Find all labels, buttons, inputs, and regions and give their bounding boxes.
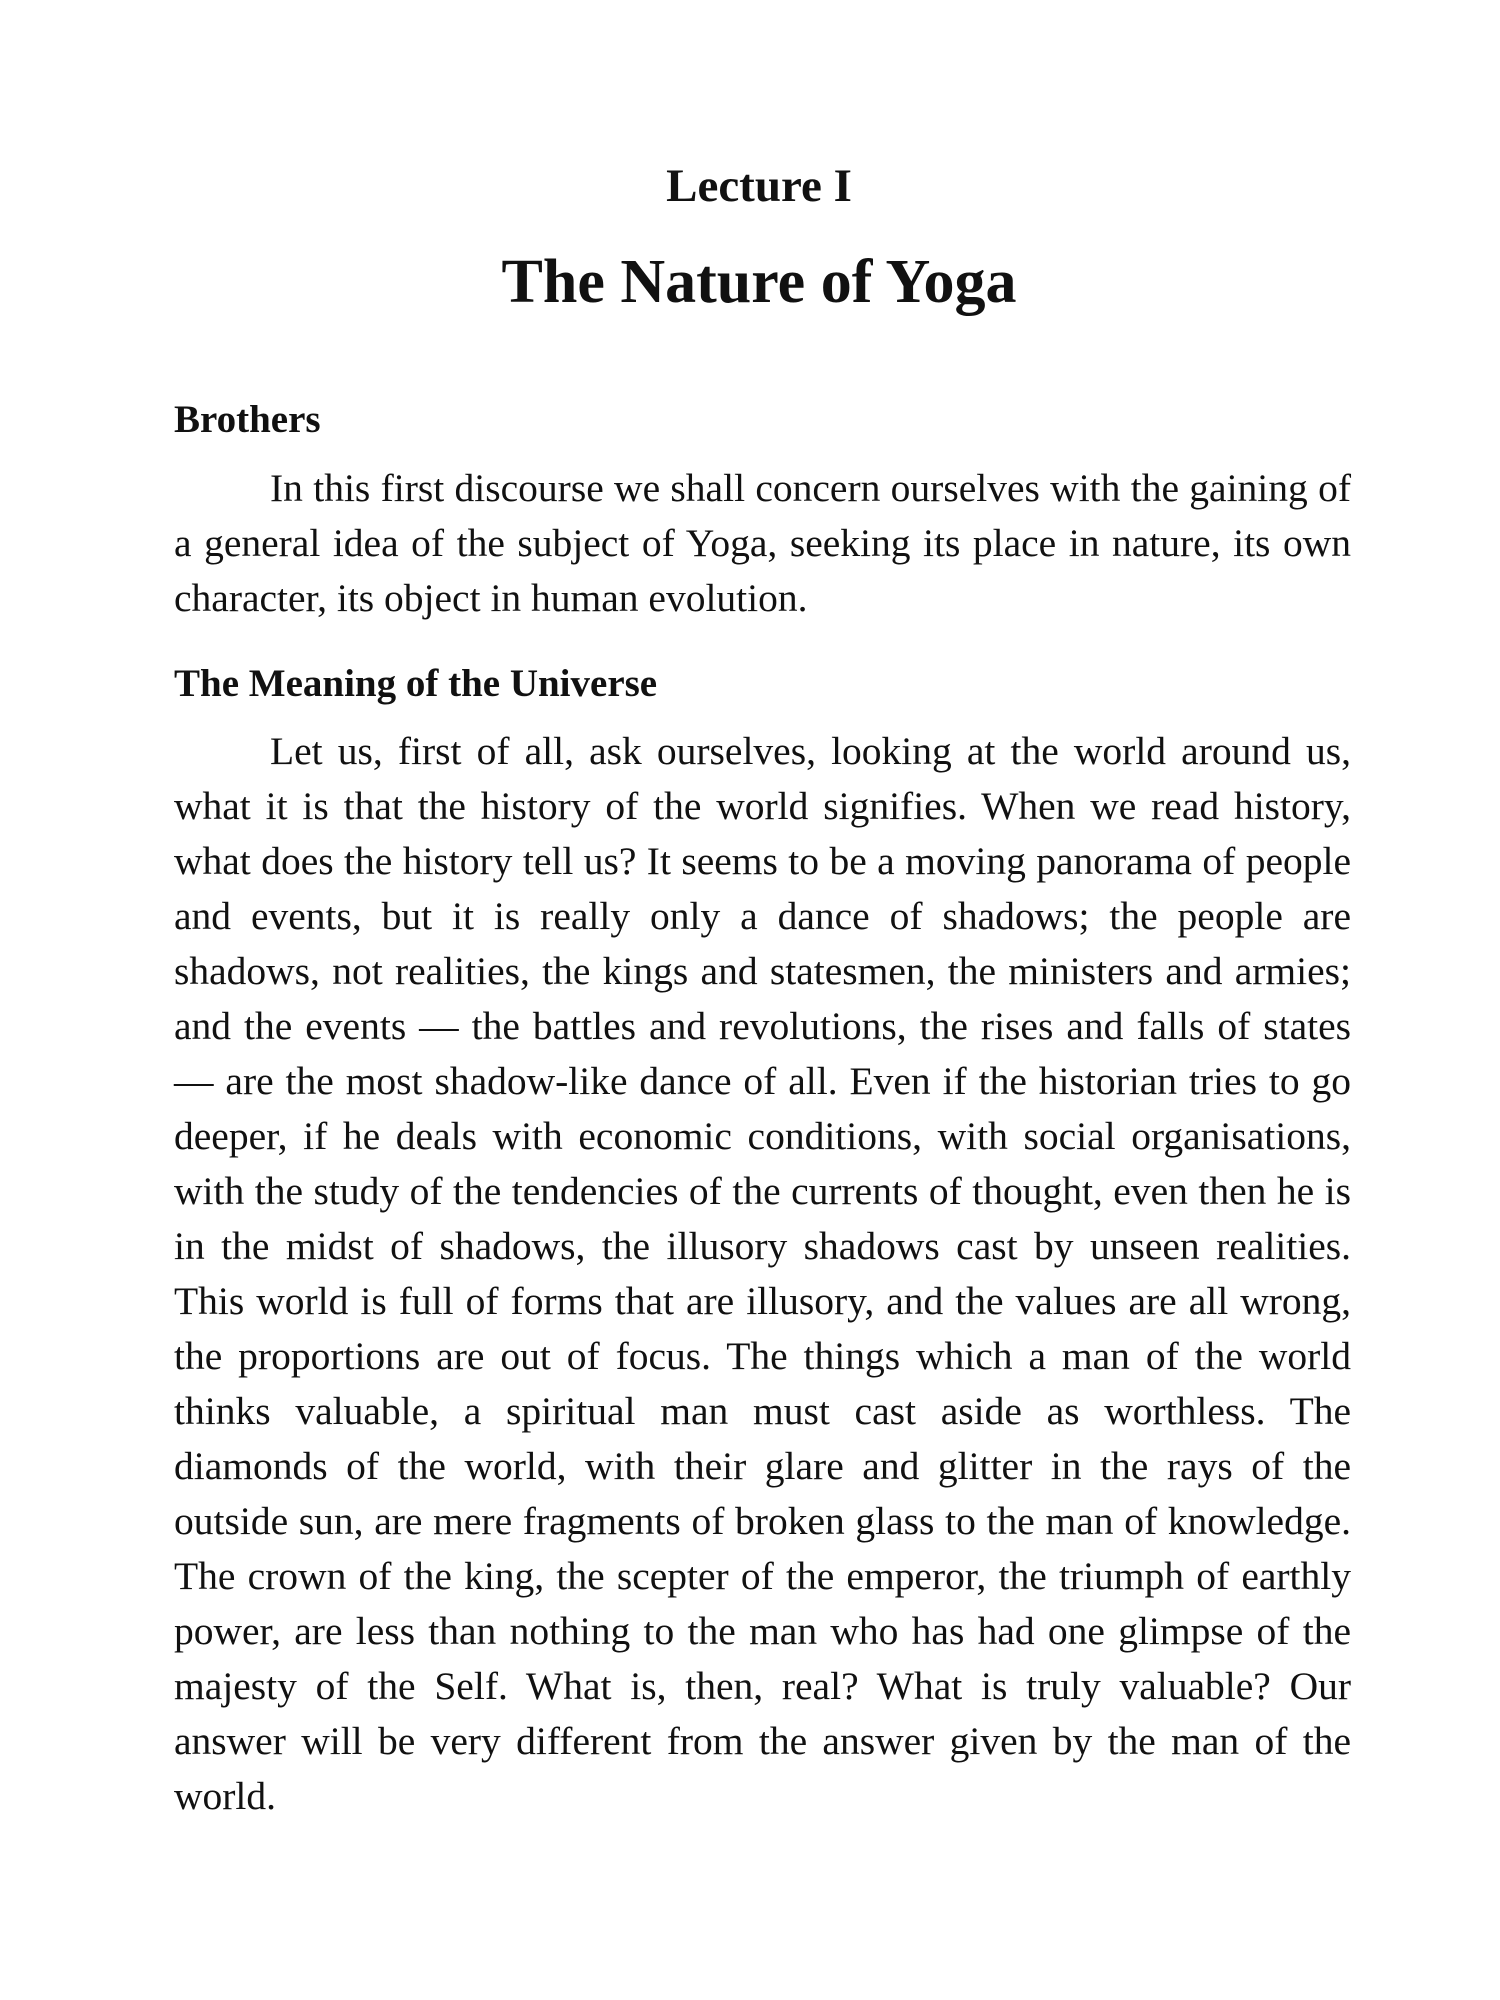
section-heading-brothers: Brothers bbox=[174, 398, 321, 441]
meaning-paragraph: Let us, first of all, ask ourselves, looking at the world around us, what it is that the history of the world signifies. When we read history, what does the history tell us? It seems to be a moving panorama of people and events, but it is really only a dance of shadows; the people are shadows, not realities, the kings and statesmen, the ministers and armies; and the events — the battles and revolutions, the rises and falls of states — are the most shadow-like dance of all. Even if the historian tries to go deeper, if he deals with economic conditions, with social organisations, with the study of the tendencies of the currents of thought, even then he is in the midst of shadows, the illusory shadows cast by unseen realities. This world is full of forms that are illusory, and the values are all wrong, the proportions are out of focus. The things which a man of the world thinks valuable, a spiritual man must cast aside as worthless. The diamonds of the world, with their glare and glitter in the rays of the outside sun, are mere fragments of broken glass to the man of knowledge. The crown of the king, the scepter of the emperor, the triumph of earthly power, are less than nothing to the man who has had one glimpse of the majesty of the Self. What is, then, real? What is truly valuable? Our answer will be very different from the answer given by the man of the world. bbox=[174, 729, 1351, 1818]
section-heading-meaning-of-universe: The Meaning of the Universe bbox=[174, 662, 658, 705]
intro-paragraph: In this first discourse we shall concern ourselves with the gaining of a general idea of the subject of Yoga, seeking its place in nature, its own character, its object in human evolution. bbox=[174, 466, 1351, 620]
lecture-label: Lecture I bbox=[666, 160, 852, 212]
chapter-title: The Nature of Yoga bbox=[501, 248, 1017, 316]
